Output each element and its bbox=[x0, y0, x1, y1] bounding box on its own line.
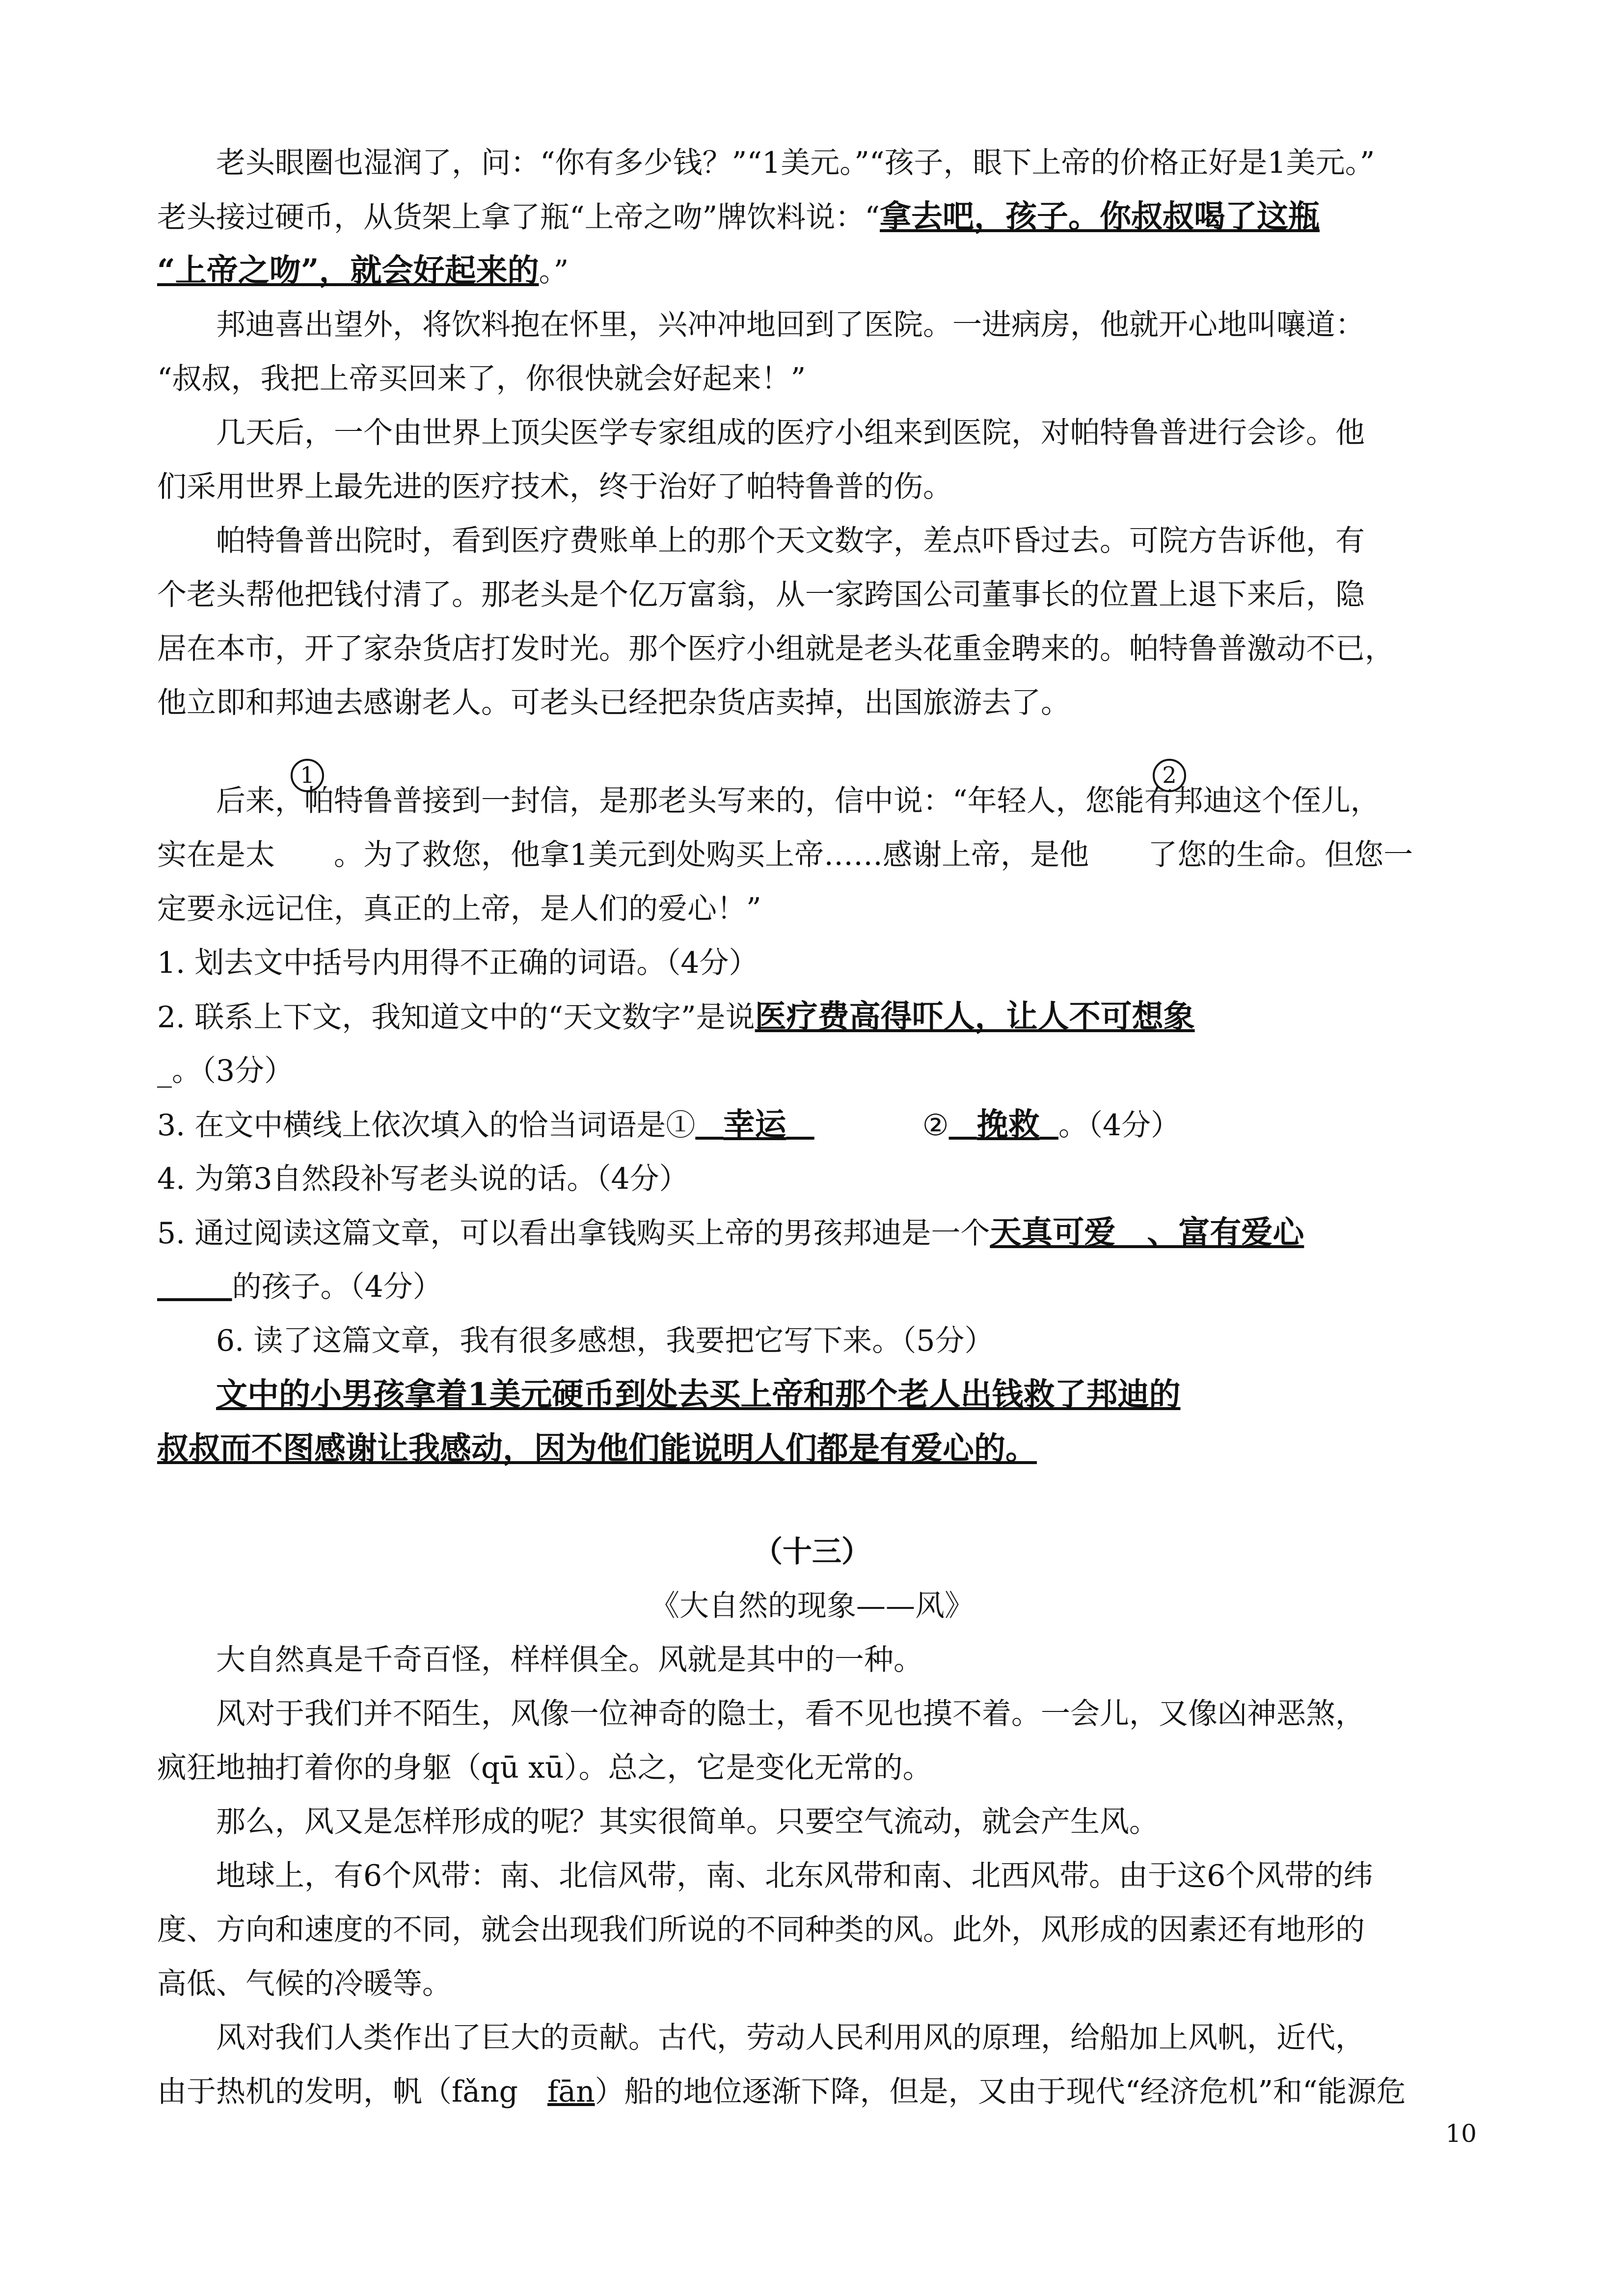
paragraph-line: 邦迪喜出望外，将饮料抱在怀里，兴冲冲地回到了医院。一进病房，他就开心地叫嚷道： bbox=[216, 308, 1365, 342]
answer-line bbox=[157, 1429, 1037, 1469]
section-number: （十三） bbox=[753, 1535, 871, 1569]
paragraph-line: 后来，帕特鲁普接到一封信，是那老头写来的，信中说：“年轻人，您能有邦迪这个侄儿， bbox=[216, 784, 1380, 818]
paragraph-line: 几天后，一个由世界上顶尖医学专家组成的医疗小组来到医院，对帕特鲁普进行会诊。他 bbox=[216, 416, 1365, 450]
paragraph-line: 老头眼圈也湿润了，问：“你有多少钱？”“1美元。”“孩子，眼下上帝的价格正好是1美元。” bbox=[216, 146, 1375, 180]
paragraph-line: 他立即和邦迪去感谢老人。可老头已经把杂货店卖掉，出国旅游去了。 bbox=[157, 686, 1070, 720]
question-1: 1. 划去文中括号内用得不正确的词语。（4分） bbox=[157, 946, 758, 980]
paragraph-line: “叔叔，我把上帝买回来了，你很快就会好起来！” bbox=[157, 362, 806, 396]
paragraph-line: 度、方向和速度的不同，就会出现我们所说的不同种类的风。此外，风形成的因素还有地形的 bbox=[157, 1913, 1365, 1947]
paragraph-line: 疯狂地抽打着你的身躯（qū xū）。总之，它是变化无常的。 bbox=[157, 1751, 932, 1785]
circle-marker-1: 1 bbox=[291, 759, 324, 792]
paragraph-line: 大自然真是千奇百怪，样样俱全。风就是其中的一种。 bbox=[216, 1643, 923, 1677]
page-number: 10 bbox=[1445, 2119, 1477, 2148]
paragraph-line: “上帝之吻”，就会好起来的。” bbox=[157, 252, 569, 289]
question-5: 5. 通过阅读这篇文章，可以看出拿钱购买上帝的男孩邦迪是一个天真可爱 、富有爱心 bbox=[157, 1214, 1304, 1251]
paragraph-line: 们采用世界上最先进的医疗技术，终于治好了帕特鲁普的伤。 bbox=[157, 470, 952, 504]
answer-text: 天真可爱 、富有爱心 bbox=[990, 1214, 1304, 1251]
answer-text: “上帝之吻”，就会好起来的 bbox=[157, 252, 539, 289]
paragraph-line: 由于热机的发明，帆（fǎng fān）船的地位逐渐下降，但是，又由于现代“经济危机”和“能源危 bbox=[157, 2075, 1406, 2109]
question-5-tail: 的孩子。（4分） bbox=[232, 1270, 442, 1304]
answer-text: 拿去吧，孩子。你叔叔喝了这瓶 bbox=[880, 198, 1320, 235]
answer-text: 文中的小男孩拿着1美元硬币到处去买上帝和那个老人出钱救了邦迪的 bbox=[216, 1376, 1181, 1413]
paragraph-line: 高低、气候的冷暖等。 bbox=[157, 1967, 452, 2001]
paragraph-line: 实在是太 。为了救您，他拿1美元到处购买上帝……感谢上帝，是他 了您的生命。但您一 bbox=[157, 838, 1413, 872]
answer-line bbox=[216, 1375, 1181, 1415]
paragraph-line: 帕特鲁普出院时，看到医疗费账单上的那个天文数字，差点吓昏过去。可院方告诉他，有 bbox=[216, 524, 1365, 558]
paragraph-line: 老头接过硬币，从货架上拿了瓶“上帝之吻”牌饮料说：“拿去吧，孩子。你叔叔喝了这瓶 bbox=[157, 198, 1320, 235]
question-6: 6. 读了这篇文章，我有很多感想，我要把它写下来。（5分） bbox=[216, 1324, 994, 1358]
paragraph-line: 居在本市，开了家杂货店打发时光。那个医疗小组就是老头花重金聘来的。帕特鲁普激动不已， bbox=[157, 632, 1394, 666]
answer-text: fān bbox=[547, 2075, 595, 2109]
paragraph-line: 个老头帮他把钱付清了。那老头是个亿万富翁，从一家跨国公司董事长的位置上退下来后，隐 bbox=[157, 578, 1365, 612]
paragraph-line: 地球上，有6个风带：南、北信风带，南、北东风带和南、北西风带。由于这6个风带的纬 bbox=[216, 1859, 1373, 1893]
circle-marker-2: 2 bbox=[1153, 759, 1186, 792]
answer-text: 医疗费高得吓人，让人不可想象 bbox=[755, 998, 1195, 1035]
answer-text: 挽救 bbox=[976, 1106, 1040, 1143]
paragraph-line: 风对我们人类作出了巨大的贡献。古代，劳动人民利用风的原理，给船加上风帆，近代， bbox=[216, 2021, 1365, 2055]
question-3: 3. 在文中横线上依次填入的恰当词语是① 幸运 ② 挽救 。（4分） bbox=[157, 1106, 1181, 1143]
question-4: 4. 为第3自然段补写老头说的话。（4分） bbox=[157, 1162, 689, 1196]
question-2-tail: _。（3分） bbox=[157, 1054, 294, 1088]
answer-text: 幸运 bbox=[723, 1106, 786, 1143]
paragraph-line: 定要永远记住，真正的上帝，是人们的爱心！” bbox=[157, 892, 761, 926]
question-2: 2. 联系上下文，我知道文中的“天文数字”是说医疗费高得吓人，让人不可想象 bbox=[157, 998, 1195, 1035]
paragraph-line: 风对于我们并不陌生，风像一位神奇的隐士，看不见也摸不着。一会儿，又像凶神恶煞， bbox=[216, 1697, 1365, 1731]
section-title: 《大自然的现象——风》 bbox=[650, 1589, 974, 1623]
paragraph-line: 那么，风又是怎样形成的呢？其实很简单。只要空气流动，就会产生风。 bbox=[216, 1805, 1159, 1839]
answer-text: 叔叔而不图感谢让我感动，因为他们能说明人们都是有爱心的。 bbox=[157, 1430, 1037, 1467]
